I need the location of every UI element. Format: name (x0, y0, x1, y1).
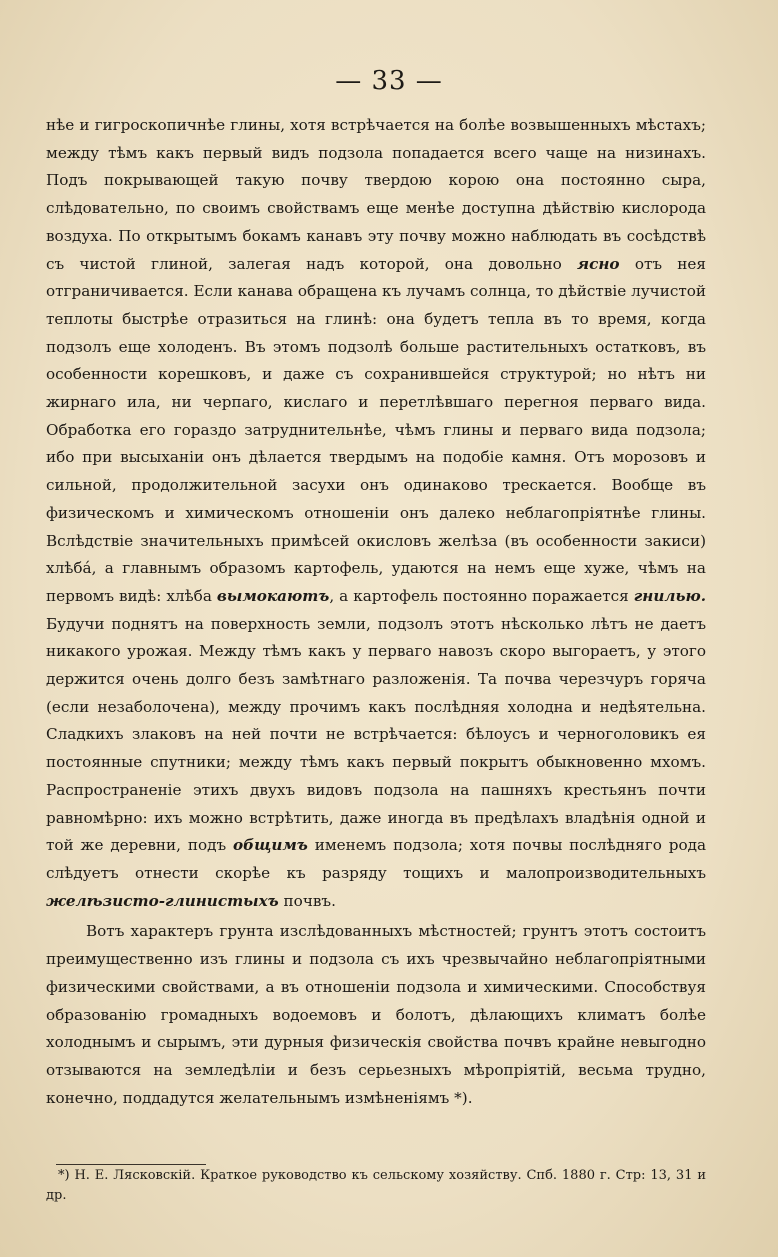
paragraph-1 (46, 112, 706, 915)
emphasis: желѣзисто-глинистыхъ (46, 891, 279, 910)
text-run: , а картофель постоянно поражается (329, 586, 634, 605)
footnote-divider (56, 1164, 206, 1165)
emphasis: гнилью. (633, 586, 706, 605)
text-run: нѣе и гигроскопичнѣе глины, хотя встрѣчается на болѣе возвышенныхъ мѣстахъ; между тѣмъ какъ первый видъ подзола попадается всего чаще на низинахъ. Подъ покрывающей такую почву твердою корою она постоянно сыра, слѣдовательно, по своимъ свойствамъ еще менѣе доступна дѣйствію кислорода воздуха. По открытымъ бокамъ канавъ эту почву можно наблюдать въ сосѣдствѣ съ чистой глиной, залегая надъ которой, она довольно (46, 116, 706, 273)
footnote: *) Н. Е. Лясковскій. Краткое руководство къ сельскому хозяйству. Спб. 1880 г. Стр: 13, 31 и др. (46, 1168, 706, 1203)
page-number: — 33 — (335, 66, 443, 96)
body-text (46, 112, 706, 1112)
emphasis: общимъ (233, 836, 308, 855)
emphasis: вымокаютъ (216, 586, 330, 605)
text-run: отъ нея отграничивается. Если канава обращена къ лучамъ солнца, то дѣйствіе лучистой теплоты быстрѣе отразиться на глинѣ: она будетъ тепла въ то время, когда подзолъ еще холоденъ. Въ этомъ подзолѣ больше растительныхъ остатковъ, въ особенности корешковъ, и даже съ сохранившейся структурой; но нѣтъ ни жирнаго ила, ни черпаго, кислаго и перетлѣвшаго перегноя перваго вида. Обработка его гораздо затруднительнѣе, чѣмъ глины и перваго вида подзола; ибо при высыханіи онъ дѣлается твердымъ на подобіе камня. Отъ морозовъ и сильной, продолжительной засухи онъ одинаково трескается. Вообще въ физическомъ и химическомъ отношеніи онъ далеко неблагопріятнѣе глины. Вслѣдствіе значительныхъ примѣсей окисловъ желѣза (въ особенности закиси) хлѣбá, а главнымъ образомъ картофель, удаются на немъ еще хуже, чѣмъ на первомъ видѣ: хлѣба (46, 254, 706, 605)
text-run: Будучи поднятъ на поверхность земли, подзолъ этотъ нѣсколько лѣтъ не даетъ никакого урожая. Между тѣмъ какъ у перваго навозъ скоро выгораетъ, у этого держится очень долго безъ замѣтнаго разложенія. Та почва черезчуръ горяча (если незаболочена), между прочимъ какъ послѣдняя холодна и недѣятельна. Сладкихъ злаковъ на ней почти не встрѣчается: бѣлоусъ и черноголовикъ ея постоянные спутники; между тѣмъ какъ первый покрытъ обыкновенно мхомъ. Распространеніе этихъ двухъ видовъ подзола на пашняхъ крестьянъ почти равномѣрно: ихъ можно встрѣтить, даже иногда въ предѣлахъ владѣнія одной и той же деревни, подъ (46, 614, 706, 855)
text-run: почвъ. (278, 891, 336, 910)
paragraph-2: Вотъ характеръ грунта изслѣдованныхъ мѣстностей; грунтъ этотъ состоитъ преимущественно изъ глины и подзола съ ихъ чрезвычайно неблагопріятными физическими свойствами, а въ отношеніи подзола и химическими. Способствуя образованію громадныхъ водоемовъ и болотъ, дѣлающихъ климатъ болѣе холоднымъ и сырымъ, эти дурныя физическія свойства почвъ крайне невыгодно отзываются на земледѣліи и безъ серьезныхъ мѣропріятій, весьма трудно, конечно, поддадутся желательнымъ измѣненіямъ *). (46, 922, 706, 1107)
text-run: именемъ подзола; хотя почвы послѣдняго рода слѣдуетъ отнести скорѣе къ разряду тощихъ и малопроизводительныхъ (46, 836, 706, 882)
emphasis: ясно (577, 254, 620, 273)
